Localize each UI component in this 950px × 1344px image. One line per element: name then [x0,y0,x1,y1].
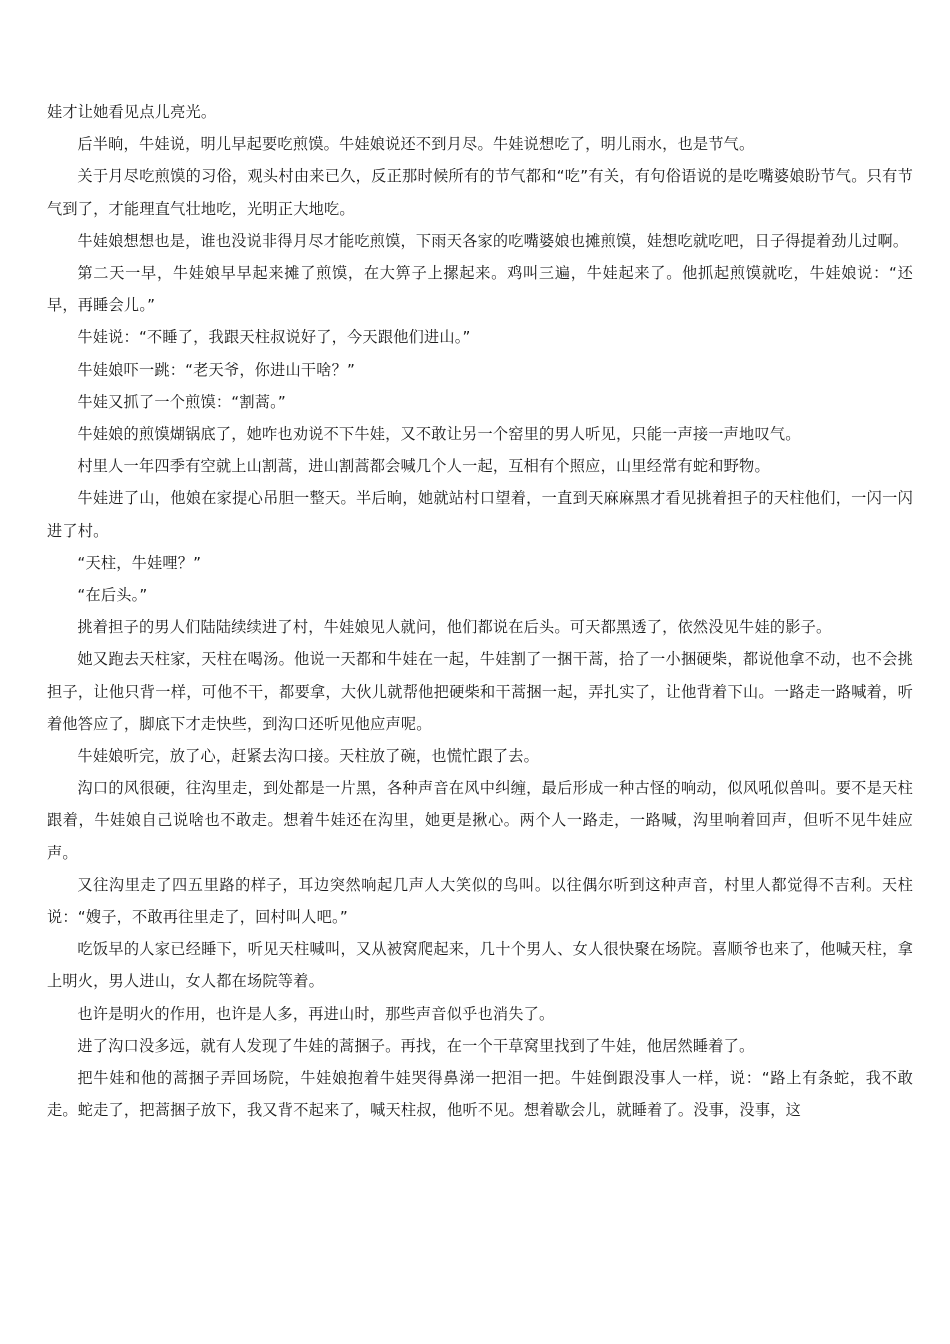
paragraph: 后半晌，牛娃说，明儿早起要吃煎馍。牛娃娘说还不到月尽。牛娃说想吃了，明儿雨水，也是节气。 [77,135,755,154]
paragraph: 关于月尽吃煎馍的习俗，观头村由来已久，反正那时候所有的节气都和“吃”有关，有句俗语说的是吃嘴婆娘盼节气。只有节气到了，才能理直气壮地吃，光明正大地吃。 [47,167,913,218]
paragraph: 牛娃娘吓一跳：“老天爷，你进山干啥？” [77,360,356,379]
paragraph: “在后头。” [77,586,148,605]
paragraph: 牛娃进了山，他娘在家提心吊胆一整天。半后晌，她就站村口望着，一直到天麻麻黑才看见挑着担子的天柱他们，一闪一闪进了村。 [47,489,913,540]
paragraph: 沟口的风很硬，往沟里走，到处都是一片黑，各种声音在风中纠缠，最后形成一种古怪的响动，似风吼似兽叫。要不是天柱跟着，牛娃娘自己说啥也不敢走。想着牛娃还在沟里，她更是揪心。两个人一路走，一路喊，沟里响着回声，但听不见牛娃应声。 [47,779,913,862]
paragraph: 挑着担子的男人们陆陆续续进了村，牛娃娘见人就问，他们都说在后头。可天都黑透了，依然没见牛娃的影子。 [77,618,832,637]
paragraph: 牛娃又抓了一个煎馍：“割蒿。” [77,392,286,411]
paragraph: 她又跑去天柱家，天柱在喝汤。他说一天都和牛娃在一起，牛娃割了一捆干蒿，拾了一小捆硬柴，都说他拿不动，也不会挑担子，让他只背一样，可他不干，都要拿，大伙儿就帮他把硬柴和干蒿捆一起，弄扎实了，让他背着下山。一路走一路喊着，听着他答应了，脚底下才走快些，到沟口还听见他应声呢。 [47,650,913,733]
paragraph: “天柱，牛娃哩？” [77,553,202,572]
paragraph: 又往沟里走了四五里路的样子，耳边突然响起几声人大笑似的鸟叫。以往偶尔听到这种声音，村里人都觉得不吉利。天柱说：“嫂子，不敢再往里走了，回村叫人吧。” [47,875,913,927]
paragraph: 牛娃娘的煎馍煳锅底了，她咋也劝说不下牛娃，又不敢让另一个窑里的男人听见，只能一声接一声地叹气。 [77,425,801,444]
paragraph: 牛娃说：“不睡了，我跟天柱叔说好了，今天跟他们进山。” [77,328,471,347]
paragraph: 进了沟口没多远，就有人发现了牛娃的蒿捆子。再找，在一个干草窝里找到了牛娃，他居然睡着了。 [77,1036,755,1055]
paragraph: 第二天一早，牛娃娘早早起来摊了煎馍，在大箅子上摞起来。鸡叫三遍，牛娃起来了。他抓起煎馍就吃，牛娃娘说：“还早，再睡会儿。” [47,264,913,315]
paragraph: 把牛娃和他的蒿捆子弄回场院，牛娃娘抱着牛娃哭得鼻涕一把泪一把。牛娃倒跟没事人一样，说：“路上有条蛇，我不敢走。蛇走了，把蒿捆子放下，我又背不起来了，喊天柱叔，他听不见。想着歇会儿，就睡着了。没事，没事，这 [47,1069,913,1120]
paragraph: 牛娃娘想想也是，谁也没说非得月尽才能吃煎馍，下雨天各家的吃嘴婆娘也摊煎馍，娃想吃就吃吧，日子得提着劲儿过啊。 [77,231,909,250]
paragraph: 也许是明火的作用，也许是人多，再进山时，那些声音似乎也消失了。 [77,1004,555,1023]
paragraph: 吃饭早的人家已经睡下，听见天柱喊叫，又从被窝爬起来，几十个男人、女人很快聚在场院。喜顺爷也来了，他喊天柱，拿上明火，男人进山，女人都在场院等着。 [47,940,913,991]
body-text [47,96,913,1127]
paragraph: 牛娃娘听完，放了心，赶紧去沟口接。天柱放了碗，也慌忙跟了去。 [77,747,540,766]
paragraph: 村里人一年四季有空就上山割蒿，进山割蒿都会喊几个人一起，互相有个照应，山里经常有蛇和野物。 [77,457,770,476]
paragraph-continued: 娃才让她看见点儿亮光。 [47,103,217,121]
